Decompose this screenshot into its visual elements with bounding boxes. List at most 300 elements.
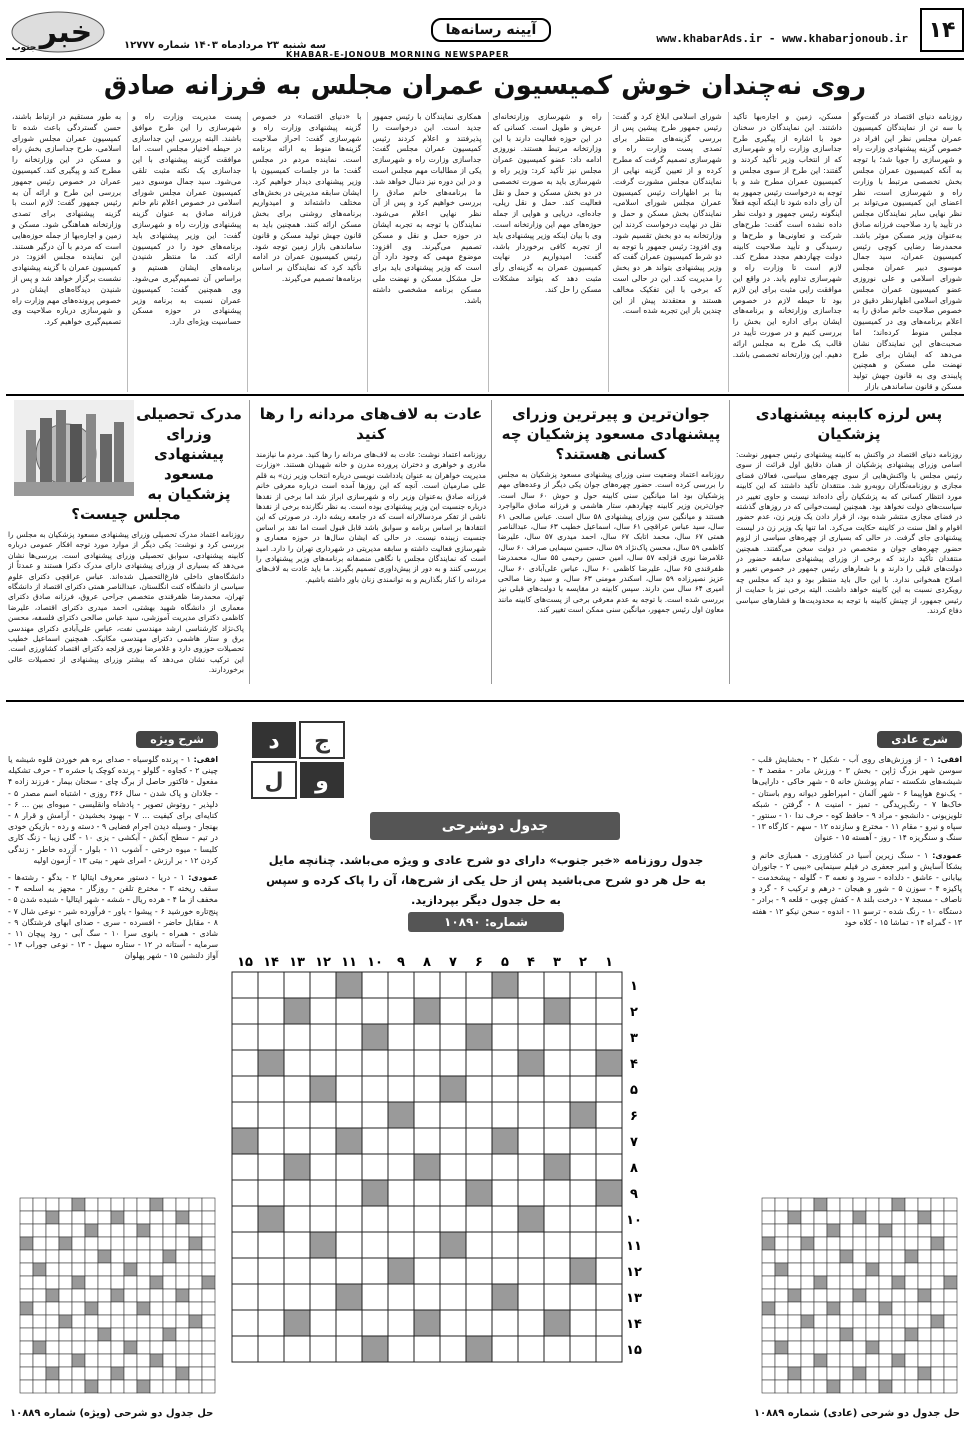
grid-cell[interactable] — [544, 1076, 570, 1102]
grid-cell[interactable] — [310, 1258, 336, 1284]
grid-cell[interactable] — [232, 1180, 258, 1206]
answer-cell — [788, 1341, 801, 1354]
grid-cell[interactable] — [336, 1024, 362, 1050]
grid-cell[interactable] — [466, 1310, 492, 1336]
grid-cell[interactable] — [336, 1102, 362, 1128]
grid-cell[interactable] — [440, 1180, 466, 1206]
column-number: ۴ — [527, 955, 535, 970]
grid-cell[interactable] — [362, 1154, 388, 1180]
answer-cell — [918, 1380, 931, 1393]
grid-cell[interactable] — [570, 972, 596, 998]
grid-cell[interactable] — [414, 1128, 440, 1154]
grid-cell[interactable] — [232, 1102, 258, 1128]
grid-cell[interactable] — [388, 1206, 414, 1232]
grid-cell[interactable] — [232, 1336, 258, 1362]
logo-letter: ل — [264, 769, 284, 794]
grid-cell[interactable] — [232, 1154, 258, 1180]
grid-cell[interactable] — [518, 1336, 544, 1362]
grid-cell[interactable] — [440, 1102, 466, 1128]
answer-cell — [918, 1263, 931, 1276]
article-column: مسکن، زمین و اجاره‌بها تأکید داشتند. این نمایندگان در سخنان خود با اشاره از پیگیری طرح جداسازی وزارت راه و شهرسازی که از انتخاب وزیر تأکید کردند و گفتند: این طرح از سوی مجلس و کمیسیون عمران مطرح شد و با توجه به درخواست رئیس جمهور به آن رأی داده شود تا اینکه آنچه فعلاً اینگونه رئیس جمهور و دولت نظر داده نشده است گفت: طرح‌های شرکت و تعاونی‌ها و طرح‌ها و رسیدگی و تأیید صلاحیت کابینه دولت چهاردهم مجدد مطرح کند. لازم است تا وزارت راه و شهرسازی تداوم یابد. در واقع این موافقت رایی مثبت برای این لازم بود تا حیطه لازم در خصوص جداسازی وزارتخانه و برنامه‌های ایشان برای اداره این بخش را بررسی کنیم و در صورت تأیید در قالب یک طرح به مجلس ارائه دهیم. این وزارتخانه تخصصی باشد. — [728, 112, 842, 392]
grid-cell[interactable] — [362, 1284, 388, 1310]
grid-cell[interactable] — [310, 1180, 336, 1206]
grid-cell[interactable] — [492, 1258, 518, 1284]
answer-cell — [918, 1276, 931, 1289]
grid-block-cell — [362, 1336, 388, 1362]
grid-cell[interactable] — [388, 1154, 414, 1180]
grid-cell[interactable] — [232, 1076, 258, 1102]
answer-cell — [163, 1354, 176, 1367]
grid-cell[interactable] — [492, 1232, 518, 1258]
grid-cell[interactable] — [362, 1232, 388, 1258]
grid-block-cell — [440, 1076, 466, 1102]
grid-cell[interactable] — [232, 1310, 258, 1336]
grid-cell[interactable] — [336, 1154, 362, 1180]
answer-cell — [814, 1289, 827, 1302]
grid-cell[interactable] — [414, 1206, 440, 1232]
grid-cell[interactable] — [310, 998, 336, 1024]
answer-cell — [905, 1354, 918, 1367]
answer-cell — [20, 1211, 33, 1224]
grid-block-cell — [544, 998, 570, 1024]
answer-cell — [866, 1367, 879, 1380]
grid-cell[interactable] — [440, 1024, 466, 1050]
grid-cell[interactable] — [258, 1076, 284, 1102]
answer-cell — [124, 1341, 137, 1354]
grid-cell[interactable] — [284, 1284, 310, 1310]
answer-cell — [59, 1224, 72, 1237]
logo-letter: ج — [314, 729, 330, 754]
logo-small-text: جنوب — [11, 43, 37, 53]
answer-cell — [853, 1237, 866, 1250]
answer-cell — [762, 1328, 775, 1341]
answer-cell — [137, 1315, 150, 1328]
grid-cell[interactable] — [310, 1206, 336, 1232]
article-column: به طور مستقیم در ارتباط باشند، حسن گستردگی باعث شده تا کمیسیون عمران مجلس شورای اسلامی، طرح جداسازی بخش راه و مسکن در این وزارتخانه را مطرح کند و پیگیری کند. کمیسیون عمران در خصوص رئیس جمهور بررسی این طرح و ارائه آن به رئیس جمهور گفت: لازم است با گزینه پیشنهادی برای تصدی وزارتخانه هماهنگی شود. مسکن و زمین و اجاره‌بها از جمله حوزه‌هایی است که مردم با آن درگیر هستند. این نماینده مجلس افزود: در کمیسیون عمران با گزینه پیشنهادی نشست برگزار خواهد شد و پس از شنیدن دیدگاه‌های ایشان در خصوص پرونده‌های مهم وزارت راه و شهرسازی درباره صلاحیت وی تصمیم‌گیری خواهیم کرد. — [12, 112, 122, 327]
answer-cell — [98, 1263, 111, 1276]
grid-cell[interactable] — [336, 1232, 362, 1258]
answer-cell — [33, 1341, 46, 1354]
grid-cell[interactable] — [492, 1102, 518, 1128]
grid-cell[interactable] — [310, 1284, 336, 1310]
grid-cell[interactable] — [466, 998, 492, 1024]
grid-cell[interactable] — [284, 1258, 310, 1284]
grid-cell[interactable] — [388, 1128, 414, 1154]
grid-cell[interactable] — [388, 1232, 414, 1258]
answer-cell — [189, 1211, 202, 1224]
grid-block-cell — [388, 1258, 414, 1284]
grid-cell[interactable] — [284, 1232, 310, 1258]
grid-cell[interactable] — [544, 1284, 570, 1310]
answer-cell — [163, 1224, 176, 1237]
grid-cell[interactable] — [284, 1076, 310, 1102]
answer-cell — [788, 1354, 801, 1367]
grid-cell[interactable] — [232, 1050, 258, 1076]
column-number: ۱۱ — [341, 955, 357, 970]
grid-cell[interactable] — [258, 1154, 284, 1180]
grid-cell[interactable] — [492, 1024, 518, 1050]
answer-cell — [918, 1367, 931, 1380]
grid-cell[interactable] — [466, 1050, 492, 1076]
grid-cell[interactable] — [414, 1050, 440, 1076]
grid-cell[interactable] — [414, 1336, 440, 1362]
answer-cell — [72, 1302, 85, 1315]
down-label: عمودی: — [932, 850, 962, 860]
answer-cell — [931, 1289, 944, 1302]
grid-cell[interactable] — [336, 998, 362, 1024]
grid-cell[interactable] — [570, 1024, 596, 1050]
answer-cell — [176, 1328, 189, 1341]
grid-cell[interactable] — [388, 1336, 414, 1362]
grid-cell[interactable] — [570, 1336, 596, 1362]
grid-cell[interactable] — [518, 1024, 544, 1050]
grid-cell[interactable] — [414, 1180, 440, 1206]
answer-cell — [853, 1224, 866, 1237]
grid-cell[interactable] — [518, 1076, 544, 1102]
grid-cell[interactable] — [336, 1258, 362, 1284]
grid-cell[interactable] — [492, 1180, 518, 1206]
grid-cell[interactable] — [284, 1102, 310, 1128]
grid-cell[interactable] — [362, 1128, 388, 1154]
grid-cell[interactable] — [414, 1232, 440, 1258]
grid-cell[interactable] — [414, 1076, 440, 1102]
grid-cell[interactable] — [440, 1154, 466, 1180]
grid-cell[interactable] — [570, 998, 596, 1024]
grid-cell[interactable] — [388, 972, 414, 998]
grid-cell[interactable] — [570, 1050, 596, 1076]
answer-cell — [814, 1354, 827, 1367]
answer-cell — [202, 1289, 215, 1302]
grid-cell[interactable] — [440, 1310, 466, 1336]
grid-cell[interactable] — [596, 1154, 622, 1180]
answer-cell — [879, 1289, 892, 1302]
grid-cell[interactable] — [544, 1232, 570, 1258]
article-masculine-bragging — [256, 400, 486, 684]
answer-cell — [801, 1276, 814, 1289]
grid-cell[interactable] — [362, 1076, 388, 1102]
grid-cell[interactable] — [466, 1128, 492, 1154]
grid-cell[interactable] — [518, 972, 544, 998]
answer-cell — [72, 1276, 85, 1289]
answer-cell — [85, 1198, 98, 1211]
grid-cell[interactable] — [440, 1258, 466, 1284]
grid-cell[interactable] — [596, 1206, 622, 1232]
grid-cell[interactable] — [518, 1310, 544, 1336]
grid-cell[interactable] — [310, 1154, 336, 1180]
grid-cell[interactable] — [466, 1284, 492, 1310]
grid-cell[interactable] — [388, 1310, 414, 1336]
article-education — [8, 400, 244, 684]
article-column: همکاری نمایندگان با رئیس جمهور جدید است. این درخواست را پذیرفتند و اعلام کردند رئیس کمیسیون عمران مجلس گفت: جداسازی وزارت راه و شهرسازی یکی از مطالبات مهم مجلس است و در این دوره نیز دنبال خواهد شد. ما برنامه‌های خانم صادق را بررسی خواهیم کرد و پس از آن نظر نهایی اعلام می‌شود. نمایندگان با توجه به تجربه ایشان در حوزه حمل و نقل و مسکن تصمیم می‌گیرند. وی افزود: موضوع مهمی که وجود دارد آن است که وزیر پیشنهادی باید برای حل مشکل مسکن و نهضت ملی مسکن برنامه مشخصی داشته باشد. — [367, 112, 481, 392]
grid-cell[interactable] — [544, 972, 570, 998]
grid-cell[interactable] — [440, 1336, 466, 1362]
grid-cell[interactable] — [518, 1128, 544, 1154]
answer-cell — [762, 1237, 775, 1250]
grid-cell[interactable] — [414, 972, 440, 998]
grid-cell[interactable] — [310, 1102, 336, 1128]
grid-cell[interactable] — [362, 1258, 388, 1284]
grid-cell[interactable] — [388, 1284, 414, 1310]
grid-cell[interactable] — [570, 1310, 596, 1336]
grid-cell[interactable] — [518, 1284, 544, 1310]
grid-cell[interactable] — [310, 1310, 336, 1336]
grid-cell[interactable] — [596, 972, 622, 998]
grid-cell[interactable] — [232, 1206, 258, 1232]
grid-cell[interactable] — [362, 1206, 388, 1232]
grid-cell[interactable] — [284, 1206, 310, 1232]
down-clues: ۱ - دریا - دستور معروف ایتالیا ۲ - بدگو - رشته‌ها - سقف ریخته ۳ - مخترع تلفن - روزگار - مجهز به اسلحه ۴ - مخفف از ما ۴ - هرده ریال - ششه - شهر ایتالیا - شنیده شدن ۵ - پنج‌تاره خورشید ۶ - پیشوا - یاور - فرآورده شیر - نوعی شال ۷ - ۸ - مقابل حاضر - افسرده - سری - صدای ابهای فرشتگان ۹ - شادی - همراه - بانوی سرا ۱۰ - سگ آبی - رود پیچان ۱۱ - سرمایه - آستانه در ۱۲ - ستاره سهیل - ۱۳ - نوعی جوراب ۱۴ - آواز دلنشین ۱۵ - شهر پهلوان — [8, 873, 219, 961]
grid-cell[interactable] — [232, 972, 258, 998]
answer-cell — [150, 1328, 163, 1341]
answer-cell — [85, 1237, 98, 1250]
grid-cell[interactable] — [336, 1310, 362, 1336]
grid-cell[interactable] — [440, 972, 466, 998]
answer-cell — [840, 1237, 853, 1250]
grid-cell[interactable] — [544, 1336, 570, 1362]
answer-cell — [775, 1237, 788, 1250]
answer-cell — [202, 1237, 215, 1250]
answer-cell — [98, 1211, 111, 1224]
grid-cell[interactable] — [310, 1336, 336, 1362]
answer-cell — [775, 1302, 788, 1315]
answer-cell — [814, 1276, 827, 1289]
grid-cell[interactable] — [544, 1206, 570, 1232]
grid-cell[interactable] — [466, 1232, 492, 1258]
grid-cell[interactable] — [544, 1024, 570, 1050]
answer-cell — [827, 1380, 840, 1393]
grid-cell[interactable] — [284, 1180, 310, 1206]
column-number: ۱۲ — [315, 955, 331, 970]
grid-cell[interactable] — [310, 1050, 336, 1076]
grid-cell[interactable] — [492, 1050, 518, 1076]
answer-cell — [202, 1354, 215, 1367]
answer-cell — [762, 1367, 775, 1380]
grid-cell[interactable] — [492, 1206, 518, 1232]
grid-cell[interactable] — [596, 1258, 622, 1284]
answer-cell — [814, 1302, 827, 1315]
grid-cell[interactable] — [336, 1336, 362, 1362]
grid-cell[interactable] — [596, 1128, 622, 1154]
grid-cell[interactable] — [232, 1284, 258, 1310]
article-body: روزنامه اعتماد مدرک تحصیلی وزرای پیشنهادی مسعود پزشکیان به مجلس را بررسی کرد و نوشت: یکی دیگر از موارد مورد توجه افکار عمومی درباره کابینه پیشنهادی، سوابق تحصیلی وزرای پیشنهادی است. بررسی‌ها نشان می‌دهد که بسیاری از وزرای پیشنهادی دارای مدرک دکترا هستند و عمدتاً از دانشگاه‌های داخلی فارغ‌التحصیل شده‌اند. عباس عراقچی دکترای علوم سیاسی از دانشگاه کنت انگلستان، عبدالناصر همتی دکترای اقتصاد از دانشگاه تهران، محمدرضا ظفرقندی متخصص جراحی عروق، فرزانه صادق دکترای معماری از دانشگاه شهید بهشتی، احمد میدری دکترای اقتصاد، علیرضا کاظمی دکترای مدیریت آموزشی، سید عباس صالحی دکترای فلسفه، محسن پاک‌نژاد کارشناسی ارشد مهندسی نفت، عباس علی‌آبادی دکترای مهندسی برق و ستار هاشمی دکترای مهندسی مکانیک. همچنین اسماعیل خطیب تحصیلات حوزوی دارد و غلامرضا نوری قزلجه دکترای اقتصاد کشاورزی است. این ترکیب نشان می‌دهد که بیشتر وزرای پیشنهادی از تحصیلات عالی برخوردارند. — [8, 530, 244, 675]
answer-cell — [892, 1302, 905, 1315]
grid-cell[interactable] — [466, 972, 492, 998]
answer-cell — [775, 1328, 788, 1341]
answer-cell — [137, 1302, 150, 1315]
grid-cell[interactable] — [570, 1154, 596, 1180]
grid-cell[interactable] — [596, 1232, 622, 1258]
grid-cell[interactable] — [310, 1024, 336, 1050]
answer-cell — [124, 1276, 137, 1289]
grid-cell[interactable] — [284, 1128, 310, 1154]
row-number: ۶ — [630, 1109, 638, 1124]
grid-cell[interactable] — [362, 1310, 388, 1336]
grid-cell[interactable] — [492, 998, 518, 1024]
answer-cell — [163, 1211, 176, 1224]
answer-cell — [814, 1263, 827, 1276]
grid-cell[interactable] — [596, 1336, 622, 1362]
answer-cell — [814, 1198, 827, 1211]
grid-block-cell — [414, 998, 440, 1024]
grid-block-cell — [466, 1024, 492, 1050]
grid-cell[interactable] — [492, 1076, 518, 1102]
grid-cell[interactable] — [414, 1102, 440, 1128]
grid-cell[interactable] — [258, 998, 284, 1024]
grid-cell[interactable] — [518, 1102, 544, 1128]
answer-cell — [788, 1263, 801, 1276]
grid-cell[interactable] — [518, 1154, 544, 1180]
grid-block-cell — [518, 1050, 544, 1076]
grid-cell[interactable] — [388, 1076, 414, 1102]
answer-cell — [788, 1380, 801, 1393]
grid-cell[interactable] — [388, 1024, 414, 1050]
answer-cell — [137, 1250, 150, 1263]
grid-cell[interactable] — [258, 1128, 284, 1154]
answer-cell — [866, 1380, 879, 1393]
grid-cell[interactable] — [570, 1128, 596, 1154]
divider — [491, 400, 492, 684]
grid-cell[interactable] — [518, 1180, 544, 1206]
grid-cell[interactable] — [310, 972, 336, 998]
answer-cell — [137, 1289, 150, 1302]
answer-cell — [918, 1315, 931, 1328]
grid-cell[interactable] — [544, 1050, 570, 1076]
grid-cell[interactable] — [492, 1310, 518, 1336]
grid-cell[interactable] — [544, 1102, 570, 1128]
grid-cell[interactable] — [570, 1076, 596, 1102]
grid-cell[interactable] — [336, 1206, 362, 1232]
grid-cell[interactable] — [596, 998, 622, 1024]
answer-cell — [918, 1289, 931, 1302]
answer-cell — [163, 1315, 176, 1328]
column-number: ۷ — [449, 955, 457, 970]
grid-cell[interactable] — [336, 1076, 362, 1102]
answer-cell — [85, 1341, 98, 1354]
answer-grid-regular — [750, 1186, 962, 1398]
grid-cell[interactable] — [466, 1154, 492, 1180]
grid-cell[interactable] — [544, 1128, 570, 1154]
grid-cell[interactable] — [596, 1102, 622, 1128]
grid-block-cell — [388, 1102, 414, 1128]
answer-cell — [46, 1250, 59, 1263]
grid-cell[interactable] — [440, 1284, 466, 1310]
grid-cell[interactable] — [258, 1258, 284, 1284]
grid-cell[interactable] — [596, 1284, 622, 1310]
grid-cell[interactable] — [570, 1180, 596, 1206]
grid-cell[interactable] — [284, 1336, 310, 1362]
grid-cell[interactable] — [258, 1310, 284, 1336]
grid-cell[interactable] — [466, 1076, 492, 1102]
grid-cell[interactable] — [570, 1206, 596, 1232]
grid-cell[interactable] — [362, 1050, 388, 1076]
answer-cell — [866, 1211, 879, 1224]
grid-cell[interactable] — [284, 1050, 310, 1076]
grid-cell[interactable] — [414, 1024, 440, 1050]
grid-cell[interactable] — [258, 972, 284, 998]
grid-cell[interactable] — [466, 1206, 492, 1232]
answer-cell — [866, 1276, 879, 1289]
grid-cell[interactable] — [518, 1258, 544, 1284]
grid-cell[interactable] — [492, 1336, 518, 1362]
grid-cell[interactable] — [570, 1284, 596, 1310]
website-url[interactable]: www.khabarAds.ir - www.khabarjonoub.ir — [656, 32, 908, 45]
answer-cell — [189, 1354, 202, 1367]
grid-block-cell — [492, 1284, 518, 1310]
answer-cell — [72, 1211, 85, 1224]
grid-cell[interactable] — [466, 1102, 492, 1128]
grid-cell[interactable] — [518, 998, 544, 1024]
crossword-grid — [216, 952, 696, 1372]
grid-block-cell — [362, 1180, 388, 1206]
answer-cell — [72, 1354, 85, 1367]
grid-cell[interactable] — [492, 1154, 518, 1180]
grid-cell[interactable] — [232, 1232, 258, 1258]
answer-cell — [775, 1198, 788, 1211]
grid-cell[interactable] — [440, 1128, 466, 1154]
answer-cell — [72, 1380, 85, 1393]
answer-cell — [189, 1224, 202, 1237]
articles-row — [8, 400, 962, 684]
grid-cell[interactable] — [362, 972, 388, 998]
answer-cell — [46, 1276, 59, 1289]
grid-cell[interactable] — [362, 1102, 388, 1128]
answer-cell — [814, 1237, 827, 1250]
down-clues: ۱ - سنگ زیرین آسیا در کشاورزی - همبازی خانم و بشکا آسایش و امیر جعفری در فیلم سینمایی «بیبی ۲ - جانوران بیابانی - عاشق - دلداده - سرود و نغمه ۳ - گلوله - پیشخدمت - پاکیزه ۴ - سوزن ۵ - شور و هیجان - درهم و ترکیب ۶ - گرد و ناصاف - مسجد ۷ - درخت بلند ۸ - کفش چوبی - قلعه ۹ - برادر - دستگاه ۱۰ - رنگ شده - ترسو ۱۱ - اندوه - سخن نیکو ۱۲ - هفته ۱۳ - گمراه ۱۴ - تماشا ۱۵ - کلاه خود — [752, 850, 963, 927]
grid-cell[interactable] — [466, 1258, 492, 1284]
grid-cell[interactable] — [258, 1180, 284, 1206]
grid-cell[interactable] — [596, 1024, 622, 1050]
answer-cell — [85, 1354, 98, 1367]
grid-cell[interactable] — [258, 1336, 284, 1362]
grid-cell[interactable] — [388, 998, 414, 1024]
grid-cell[interactable] — [258, 1284, 284, 1310]
grid-cell[interactable] — [258, 1232, 284, 1258]
grid-cell[interactable] — [414, 1258, 440, 1284]
answer-cell — [827, 1354, 840, 1367]
grid-cell[interactable] — [440, 998, 466, 1024]
grid-block-cell — [492, 1128, 518, 1154]
grid-cell[interactable] — [258, 1024, 284, 1050]
grid-cell[interactable] — [414, 1284, 440, 1310]
grid-cell[interactable] — [596, 1310, 622, 1336]
answer-cell — [905, 1224, 918, 1237]
grid-cell[interactable] — [596, 1076, 622, 1102]
grid-cell[interactable] — [284, 972, 310, 998]
answer-cell — [111, 1354, 124, 1367]
answer-cell — [918, 1328, 931, 1341]
main-headline: روی نه‌چندان خوش کمیسیون عمران مجلس به فرزانه صادق — [103, 71, 867, 101]
grid-cell[interactable] — [232, 998, 258, 1024]
grid-cell[interactable] — [258, 1102, 284, 1128]
grid-cell[interactable] — [362, 998, 388, 1024]
grid-cell[interactable] — [336, 1050, 362, 1076]
grid-cell[interactable] — [284, 1024, 310, 1050]
grid-cell[interactable] — [440, 1050, 466, 1076]
grid-cell[interactable] — [388, 1050, 414, 1076]
grid-cell[interactable] — [310, 1128, 336, 1154]
grid-cell[interactable] — [544, 1258, 570, 1284]
grid-cell[interactable] — [440, 1206, 466, 1232]
grid-cell[interactable] — [518, 1232, 544, 1258]
grid-cell[interactable] — [570, 1232, 596, 1258]
grid-cell[interactable] — [544, 1180, 570, 1206]
answer-cell — [840, 1198, 853, 1211]
grid-cell[interactable] — [232, 1024, 258, 1050]
grid-cell[interactable] — [232, 1258, 258, 1284]
answer-cell — [124, 1263, 137, 1276]
grid-cell[interactable] — [388, 1180, 414, 1206]
grid-cell[interactable] — [336, 1180, 362, 1206]
